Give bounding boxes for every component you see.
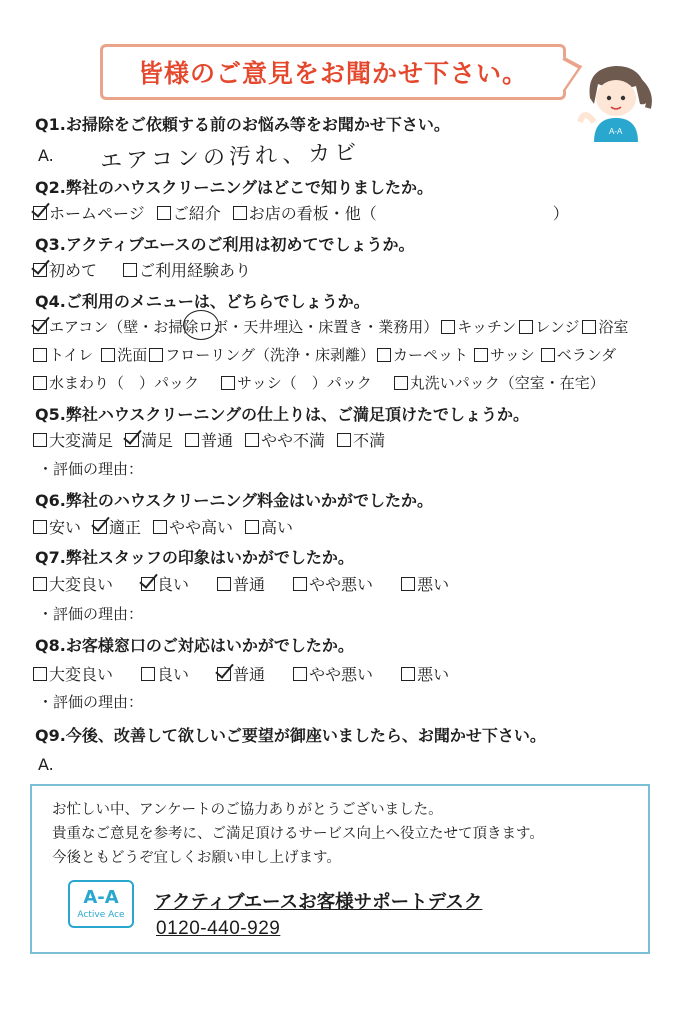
q6-question: Q6.弊社のハウスクリーニング料金はいかがでしたか。 [35, 491, 434, 510]
q3-question: Q3.アクティブエースのご利用は初めてでしょうか。 [35, 235, 415, 254]
svg-text:A-A: A-A [609, 127, 623, 136]
q2-option-homepage[interactable]: ホームページ [33, 201, 145, 224]
checkbox[interactable] [541, 348, 555, 362]
checkbox[interactable] [33, 577, 47, 591]
checkbox[interactable] [245, 520, 259, 534]
q5-option-satisfied[interactable]: 満足 [125, 428, 173, 451]
checkbox[interactable] [149, 348, 163, 362]
checkbox[interactable] [185, 433, 199, 447]
survey-banner [100, 44, 566, 100]
q6-option-fair[interactable]: 適正 [93, 515, 141, 538]
q7-option-normal[interactable]: 普通 [217, 572, 265, 595]
q2-options [33, 201, 581, 224]
q4-option-washbasin[interactable]: 洗面 [101, 344, 147, 365]
q6-option-slightly-expensive[interactable]: やや高い [153, 515, 233, 538]
q6-option-cheap[interactable]: 安い [33, 515, 81, 538]
checkbox[interactable] [401, 577, 415, 591]
q7-option-very-good[interactable]: 大変良い [33, 572, 113, 595]
q8-option-good[interactable]: 良い [141, 662, 189, 685]
checkbox[interactable] [233, 206, 247, 220]
q8-reason-label: ・評価の理由： [38, 693, 144, 711]
checkbox-checked[interactable] [93, 520, 107, 534]
q2-question: Q2.弊社のハウスクリーニングはどこで知りましたか。 [35, 178, 434, 197]
q8-option-bad[interactable]: 悪い [401, 662, 449, 685]
q6-options [33, 515, 305, 538]
q4-option-veranda[interactable]: ベランダ [541, 344, 616, 365]
checkbox-checked[interactable] [33, 206, 47, 220]
checkbox[interactable] [519, 320, 533, 334]
q8-option-somewhat-bad[interactable]: やや悪い [293, 662, 373, 685]
logo-text: Active Ace [77, 909, 125, 920]
checkbox[interactable] [293, 667, 307, 681]
q4-option-full-wash-pack[interactable]: 丸洗いパック（空室・在宅） [394, 372, 605, 393]
q4-option-range[interactable]: レンジ [519, 316, 579, 337]
q8-option-normal[interactable]: 普通 [217, 662, 265, 685]
q8-option-very-good[interactable]: 大変良い [33, 662, 113, 685]
q4-option-toilet[interactable]: トイレ [33, 344, 93, 365]
checkbox-checked[interactable] [33, 263, 47, 277]
q7-option-somewhat-bad[interactable]: やや悪い [293, 572, 373, 595]
checkbox[interactable] [101, 348, 115, 362]
thank-you-footer [30, 784, 650, 954]
checkbox[interactable] [217, 577, 231, 591]
q4-option-aircon[interactable]: エアコン（壁・お掃除ロボ・天井埋込・床置き・業務用） [33, 316, 438, 337]
checkbox[interactable] [337, 433, 351, 447]
q3-options [33, 258, 263, 281]
checkbox[interactable] [33, 348, 47, 362]
q4-option-flooring[interactable]: フローリング（洗浄・床剥離） [149, 344, 375, 365]
checkbox[interactable] [33, 433, 47, 447]
footer-thanks-line: お忙しい中、アンケートのご協力ありがとうございました。 [52, 802, 443, 818]
q5-option-somewhat-dissatisfied[interactable]: やや不満 [245, 428, 325, 451]
checkbox[interactable] [153, 520, 167, 534]
q3-option-first-time[interactable]: 初めて [33, 258, 97, 281]
checkbox[interactable] [123, 263, 137, 277]
q9-answer-prefix: A. [38, 755, 54, 774]
active-ace-logo [68, 880, 134, 928]
q7-option-good[interactable]: 良い [141, 572, 189, 595]
q5-option-normal[interactable]: 普通 [185, 428, 233, 451]
checkbox[interactable] [141, 667, 155, 681]
q4-option-water-pack[interactable]: 水まわり（ ）パック [33, 372, 199, 393]
checkbox[interactable] [221, 376, 235, 390]
q3-option-used-before[interactable]: ご利用経験あり [123, 258, 251, 281]
q1-handwritten-answer: エアコンの汚れ、カビ [99, 140, 361, 175]
q8-options [33, 662, 449, 685]
checkbox-checked[interactable] [141, 577, 155, 591]
q4-option-kitchen[interactable]: キッチン [441, 316, 516, 337]
checkbox[interactable] [293, 577, 307, 591]
q7-reason-label: ・評価の理由： [38, 605, 144, 623]
q4-option-carpet[interactable]: カーペット [377, 344, 468, 365]
footer-regards-line: 今後ともどうぞ宜しくお願い申し上げます。 [52, 850, 341, 866]
mascot-girl-icon [576, 62, 652, 142]
q5-reason-label: ・評価の理由： [38, 460, 144, 478]
q6-option-expensive[interactable]: 高い [245, 515, 293, 538]
checkbox-checked[interactable] [125, 433, 139, 447]
q2-option-referral[interactable]: ご紹介 [157, 201, 221, 224]
support-phone-number[interactable]: 0120-440-929 [156, 918, 281, 939]
q9-question: Q9.今後、改善して欲しいご要望が御座いましたら、お聞かせ下さい。 [35, 726, 546, 745]
checkbox[interactable] [33, 667, 47, 681]
checkbox[interactable] [245, 433, 259, 447]
checkbox[interactable] [33, 520, 47, 534]
q4-option-sash-pack[interactable]: サッシ（ ）パック [221, 372, 372, 393]
q4-option-bathroom[interactable]: 浴室 [582, 316, 628, 337]
q7-options [33, 572, 449, 595]
checkbox[interactable] [157, 206, 171, 220]
checkbox[interactable] [33, 376, 47, 390]
q5-question: Q5.弊社ハウスクリーニングの仕上りは、ご満足頂けたでしょうか。 [35, 405, 530, 424]
q4-options-row3 [33, 372, 605, 393]
q8-question: Q8.お客様窓口のご対応はいかがでしたか。 [35, 636, 354, 655]
checkbox-checked[interactable] [33, 320, 47, 334]
q7-option-bad[interactable]: 悪い [401, 572, 449, 595]
q5-option-very-satisfied[interactable]: 大変満足 [33, 428, 113, 451]
q4-options-row1 [33, 316, 629, 337]
q5-option-dissatisfied[interactable]: 不満 [337, 428, 385, 451]
q7-question: Q7.弊社スタッフの印象はいかがでしたか。 [35, 548, 354, 567]
q2-option-signboard-other[interactable]: お店の看板・他（ ） [233, 201, 569, 224]
checkbox[interactable] [401, 667, 415, 681]
footer-feedback-line: 貴重なご意見を参考に、ご満足頂けるサービス向上へ役立たせて頂きます。 [52, 826, 544, 842]
q1-question: Q1.お掃除をご依頼する前のお悩み等をお聞かせ下さい。 [35, 115, 450, 134]
q4-question: Q4.ご利用のメニューは、どちらでしょうか。 [35, 292, 370, 311]
handwritten-circle-mark [183, 310, 219, 340]
checkbox[interactable] [394, 376, 408, 390]
q4-options-row2 [33, 344, 616, 365]
q5-options [33, 428, 397, 451]
q1-answer-prefix: A. [38, 146, 54, 165]
checkbox[interactable] [377, 348, 391, 362]
logo-mark: A-A [83, 886, 119, 908]
support-desk-name: アクティブエースお客様サポートデスク [154, 892, 483, 913]
banner-title: 皆様のご意見をお聞かせ下さい。 [137, 59, 528, 88]
checkbox[interactable] [474, 348, 488, 362]
checkbox[interactable] [441, 320, 455, 334]
q4-option-sash[interactable]: サッシ [474, 344, 535, 365]
checkbox[interactable] [582, 320, 596, 334]
checkbox-checked[interactable] [217, 667, 231, 681]
